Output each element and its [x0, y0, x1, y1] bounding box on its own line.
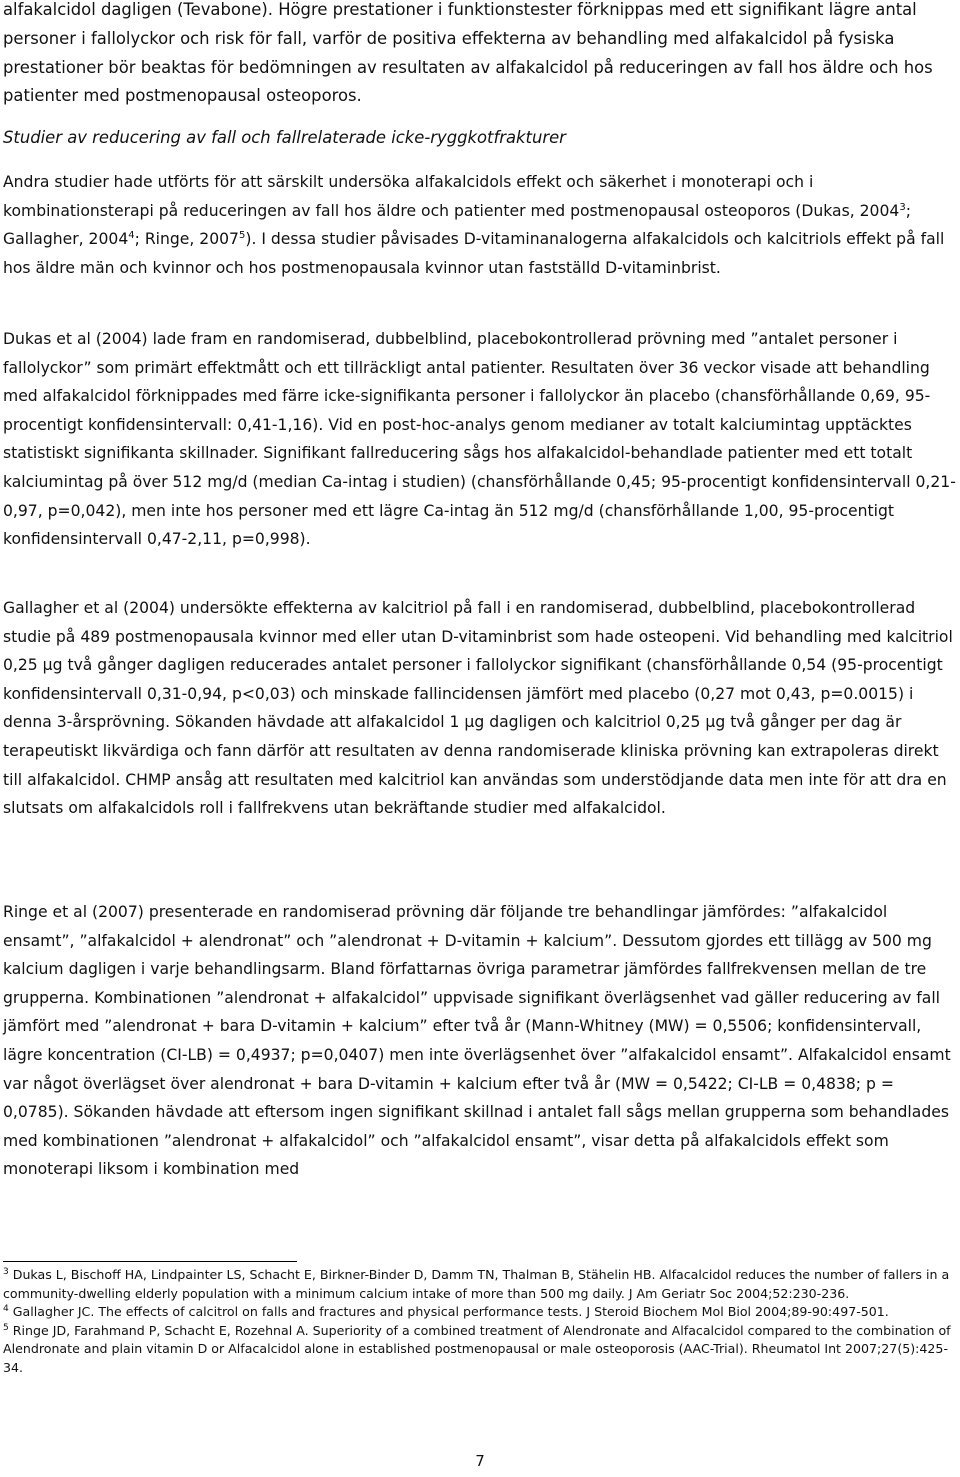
footnote-text: Dukas L, Bischoff HA, Lindpainter LS, Schacht E, Birkner-Binder D, Damm TN, Thalman B, Stähelin HB. Alfacalcidol reduces the number of fallers in a community-dwelling elderly population with a minimum calcium intake of more than 500 mg daily. J Am Geriatr Soc 2004;52:230-236.	[3, 1267, 950, 1301]
paragraph-text: Andra studier hade utförts för att särskilt undersöka alfakalcidols effekt och säkerhet i monoterapi och i kombinationsterapi på reduceringen av fall hos äldre och patienter med postmenopausal osteoporos (Dukas, 2004	[3, 173, 900, 220]
footnotes	[3, 1266, 958, 1378]
footnote-number: 3	[3, 1266, 9, 1277]
footnote-4	[3, 1303, 958, 1322]
footnote-number: 5	[3, 1322, 9, 1333]
paragraph-gallagher: Gallagher et al (2004) undersökte effekterna av kalcitriol på fall i en randomiserad, dubbelblind, placebokontrollerad studie på 489 postmenopausala kvinnor med eller utan D-vitaminbrist som hade osteopeni. Vid behandling med kalcitriol 0,25 µg två gånger dagligen reducerades antalet personer i fallolyckor signifikant (chansförhållande 0,54 (95-procentigt konfidensintervall 0,31-0,94, p<0,03) och minskade fallincidensen jämfört med placebo (0,27 mot 0,43, p=0.0015) i denna 3-årsprövning. Sökanden hävdade att alfakalcidol 1 µg dagligen och kalcitriol 0,25 µg två gånger per dag är terapeutiskt likvärdiga och fann därför att resultaten av denna randomiserade kliniska prövning kan extrapoleras direkt till alfakalcidol. CHMP ansåg att resultaten med kalcitriol kan användas som understödjande data men inte för att dra en slutsats om alfakalcidols roll i fallfrekvens utan bekräftande studier med alfakalcidol.	[3, 599, 953, 818]
section-heading: Studier av reducering av fall och fallrelaterade icke-ryggkotfrakturer	[3, 128, 566, 147]
footnote-ref-4: 4	[128, 230, 135, 241]
footnote-text: Gallagher JC. The effects of calcitrol on falls and fractures and physical performance tests. J Steroid Biochem Mol Biol 2004;89-90:497-501.	[12, 1304, 889, 1320]
footnote-number: 4	[3, 1304, 9, 1314]
paragraph-text: ; Gallagher, 2004	[3, 201, 911, 249]
paragraph-other-studies	[3, 168, 957, 282]
paragraph-text: ; Ringe, 2007	[134, 230, 239, 249]
paragraph-ringe: Ringe et al (2007) presenterade en randomiserad prövning där följande tre behandlingar jämfördes: ”alfakalcidol ensamt”, ”alfakalcidol + alendronat” och ”alendronat + D-vitamin + kalcium”. Dessutom gjordes ett tillägg av 500 mg kalcium dagligen i varje behandlingsarm. Bland författarnas övriga parametrar jämfördes fallfrekvensen mellan de tre grupperna. Kombinationen ”alendronat + alfakalcidol” uppvisade signifikant överlägsenhet vad gäller reducering av fall jämfört med ”alendronat + bara D-vitamin + kalcium” efter två år (Mann-Whitney (MW) = 0,5506; konfidensintervall, lägre koncentration (CI-LB) = 0,4937; p=0,0407) men inte överlägsenhet över ”alfakalcidol ensamt”. Alfakalcidol ensamt var något överlägset över alendronat + bara D-vitamin + kalcium efter två år (MW = 0,5422; CI-LB = 0,4838; p = 0,0785). Sökanden hävdade att eftersom ingen signifikant skillnad i antalet fall sågs mellan grupperna som behandlades med kombinationen ”alendronat + alfakalcidol” och ”alfakalcidol ensamt”, visar detta på alfakalcidols effekt som monoterapi liksom i kombination med	[3, 903, 951, 1179]
intro-paragraph: alfakalcidol dagligen (Tevabone). Högre prestationer i funktionstester förknippas med ett signifikant lägre antal personer i fallolyckor och risk för fall, varför de positiva effekterna av behandling med alfakalcidol på fysiska prestationer bör beaktas för bedömningen av resultaten av alfakalcidol på reduceringen av fall hos äldre och hos patienter med postmenopausal osteoporos.	[3, 0, 933, 106]
paragraph-dukas: Dukas et al (2004) lade fram en randomiserad, dubbelblind, placebokontrollerad prövning med ”antalet personer i fallolyckor” som primärt effektmått och ett tillräckligt antal patienter. Resultaten över 36 veckor visade att behandling med alfakalcidol förknippades med färre icke-signifikanta personer i fallolyckor än placebo (chansförhållande 0,69, 95-procentigt konfidensintervall: 0,41-1,16). Vid en post-hoc-analys genom medianer av totalt kalciumintag upptäcktes statistiskt signifikanta skillnader. Signifikant fallreducering sågs hos alfakalcidol-behandlade patienter med ett totalt kalciumintag på över 512 mg/d (median Ca-intag i studien) (chansförhållande 0,45; 95-procentigt konfidensintervall 0,21-0,97, p=0,042), men inte hos personer med ett lägre Ca-intag än 512 mg/d (chansförhållande 1,00, 95-procentigt konfidensintervall 0,47-2,11, p=0,998).	[3, 330, 956, 549]
footnote-5	[3, 1322, 958, 1378]
paragraph-text: ). I dessa studier påvisades D-vitaminanalogerna alfakalcidols och kalcitriols effekt på fall hos äldre män och kvinnor och hos postmenopausala kvinnor utan fastställd D-vitaminbrist.	[3, 230, 945, 277]
page-number: 7	[475, 1452, 485, 1470]
footnote-ref-3: 3	[899, 201, 906, 213]
footnote-divider	[3, 1261, 297, 1262]
footnote-3	[3, 1266, 958, 1303]
footnote-text: Ringe JD, Farahmand P, Schacht E, Rozehnal A. Superiority of a combined treatment of Alendronate and Alfacalcidol compared to the combination of Alendronate and plain vitamin D or Alfacalcidol alone in established postmenopausal or male osteoporosis (AAC-Trial). Rheumatol Int 2007;27(5):425-34.	[3, 1322, 951, 1375]
footnote-ref-5: 5	[238, 230, 246, 241]
